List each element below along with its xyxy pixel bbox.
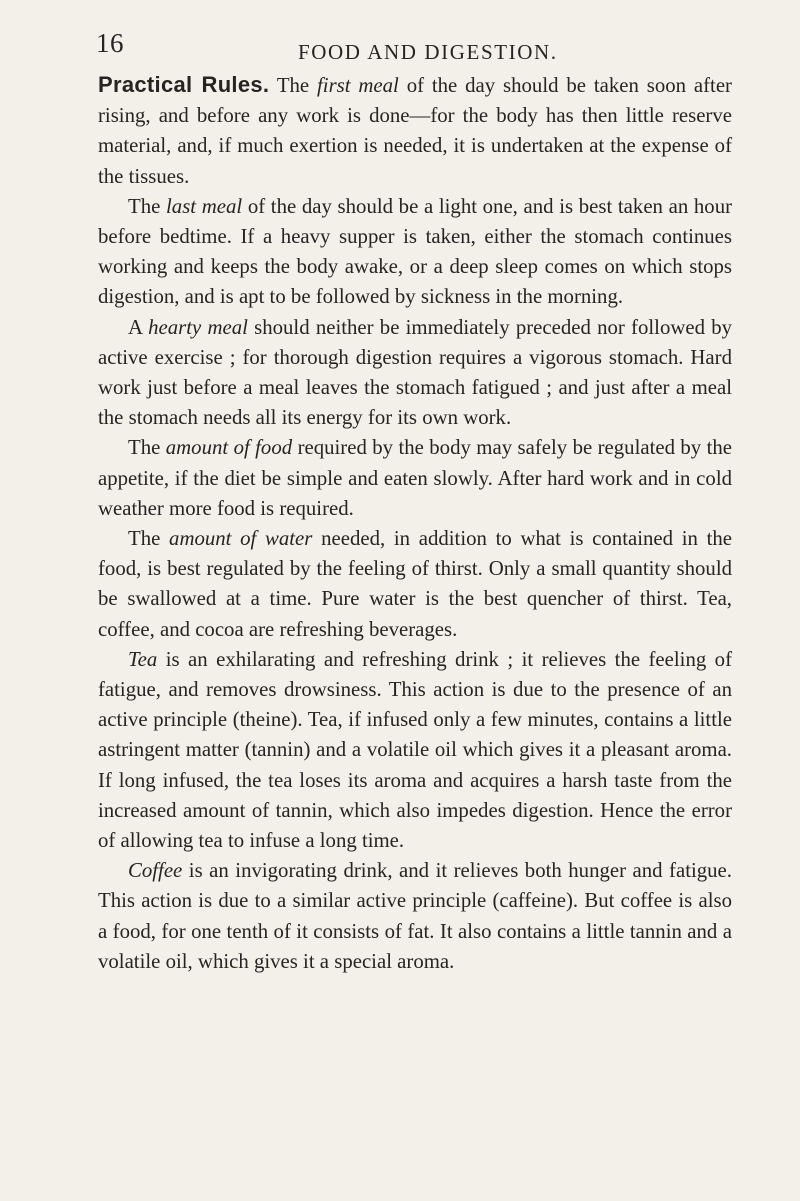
paragraph-text: required by the body may safely be regulated by the appetite, if the diet be simple and eaten slowly. After hard work and in cold weather more food is required.	[98, 436, 733, 520]
paragraph-lead: The	[128, 194, 161, 218]
section-heading: Practical Rules.	[98, 72, 270, 97]
paragraph-coffee	[98, 856, 732, 977]
paragraph-lead: A	[128, 315, 142, 339]
paragraph-first-meal	[98, 70, 732, 192]
paragraph-text: of the day should be a light one, and is best taken an hour before bedtime. If a heavy supper is taken, either the stomach continues working and keeps the body awake, or a deep sleep comes on which stops digestion, and is apt to be followed by sickness in the morning.	[98, 194, 733, 309]
paragraph-term: Tea	[128, 647, 158, 671]
paragraph-last-meal	[98, 192, 732, 313]
paragraph-lead: The	[128, 527, 161, 551]
paragraph-term: first meal	[317, 74, 399, 97]
paragraph-text: is an invigorating drink, and it relieves both hunger and fatigue. This action is due to a similar active principle (caffeine). But coffee is also a food, for one tenth of it consists of fat. It also contains a little tannin and a volatile oil, which gives it a special aroma.	[98, 859, 732, 973]
paragraph-term: Coffee	[128, 859, 183, 883]
running-title: FOOD AND DIGESTION.	[298, 40, 558, 64]
paragraph-text: of the day should be taken soon after rising, and before any work is done—for the body has then little reserve material, and, if much exertion is needed, it is undertaken at the expense of the tissues.	[98, 74, 732, 188]
paragraph-tea	[98, 645, 732, 856]
paragraph-amount-of-water	[98, 524, 732, 645]
paragraph-hearty-meal	[98, 313, 732, 434]
paragraph-text: is an exhilarating and refreshing drink ; it relieves the feeling of fatigue, and removes drowsiness. This action is due to the presence of an active principle (theine). Tea, if infused only a few minutes, contains a little astringent matter (tannin) and a volatile oil which gives it a pleasant aroma. If long infused, the tea loses its aroma and acquires a harsh taste from the increased amount of tannin, which also impedes digestion. Hence the error of allowing tea to infuse a long time.	[98, 647, 733, 853]
paragraph-term: hearty meal	[148, 315, 248, 339]
paragraph-amount-of-food	[98, 433, 732, 524]
paragraph-term: amount of food	[165, 436, 293, 460]
paragraph-term: amount of water	[169, 527, 313, 551]
paragraph-term: last meal	[166, 194, 243, 218]
paragraph-text: needed, in addition to what is contained in the food, is best regulated by the feeling of thirst. Only a small quantity should be swallowed at a time. Pure water is the best quencher of thirst. Tea, coffee, and cocoa are refreshing beverages.	[98, 527, 732, 641]
page-body	[98, 70, 732, 977]
paragraph-text: should neither be immediately preceded nor followed by active exercise ; for thorough digestion requires a vigorous stomach. Hard work just before a meal leaves the stomach fatigued ; and just after a meal the stomach needs all its energy for its own work.	[98, 315, 733, 430]
paragraph-lead: The	[276, 74, 310, 97]
running-head	[98, 0, 732, 70]
paragraph-lead: The	[128, 436, 161, 460]
page-number: 16	[96, 28, 124, 58]
